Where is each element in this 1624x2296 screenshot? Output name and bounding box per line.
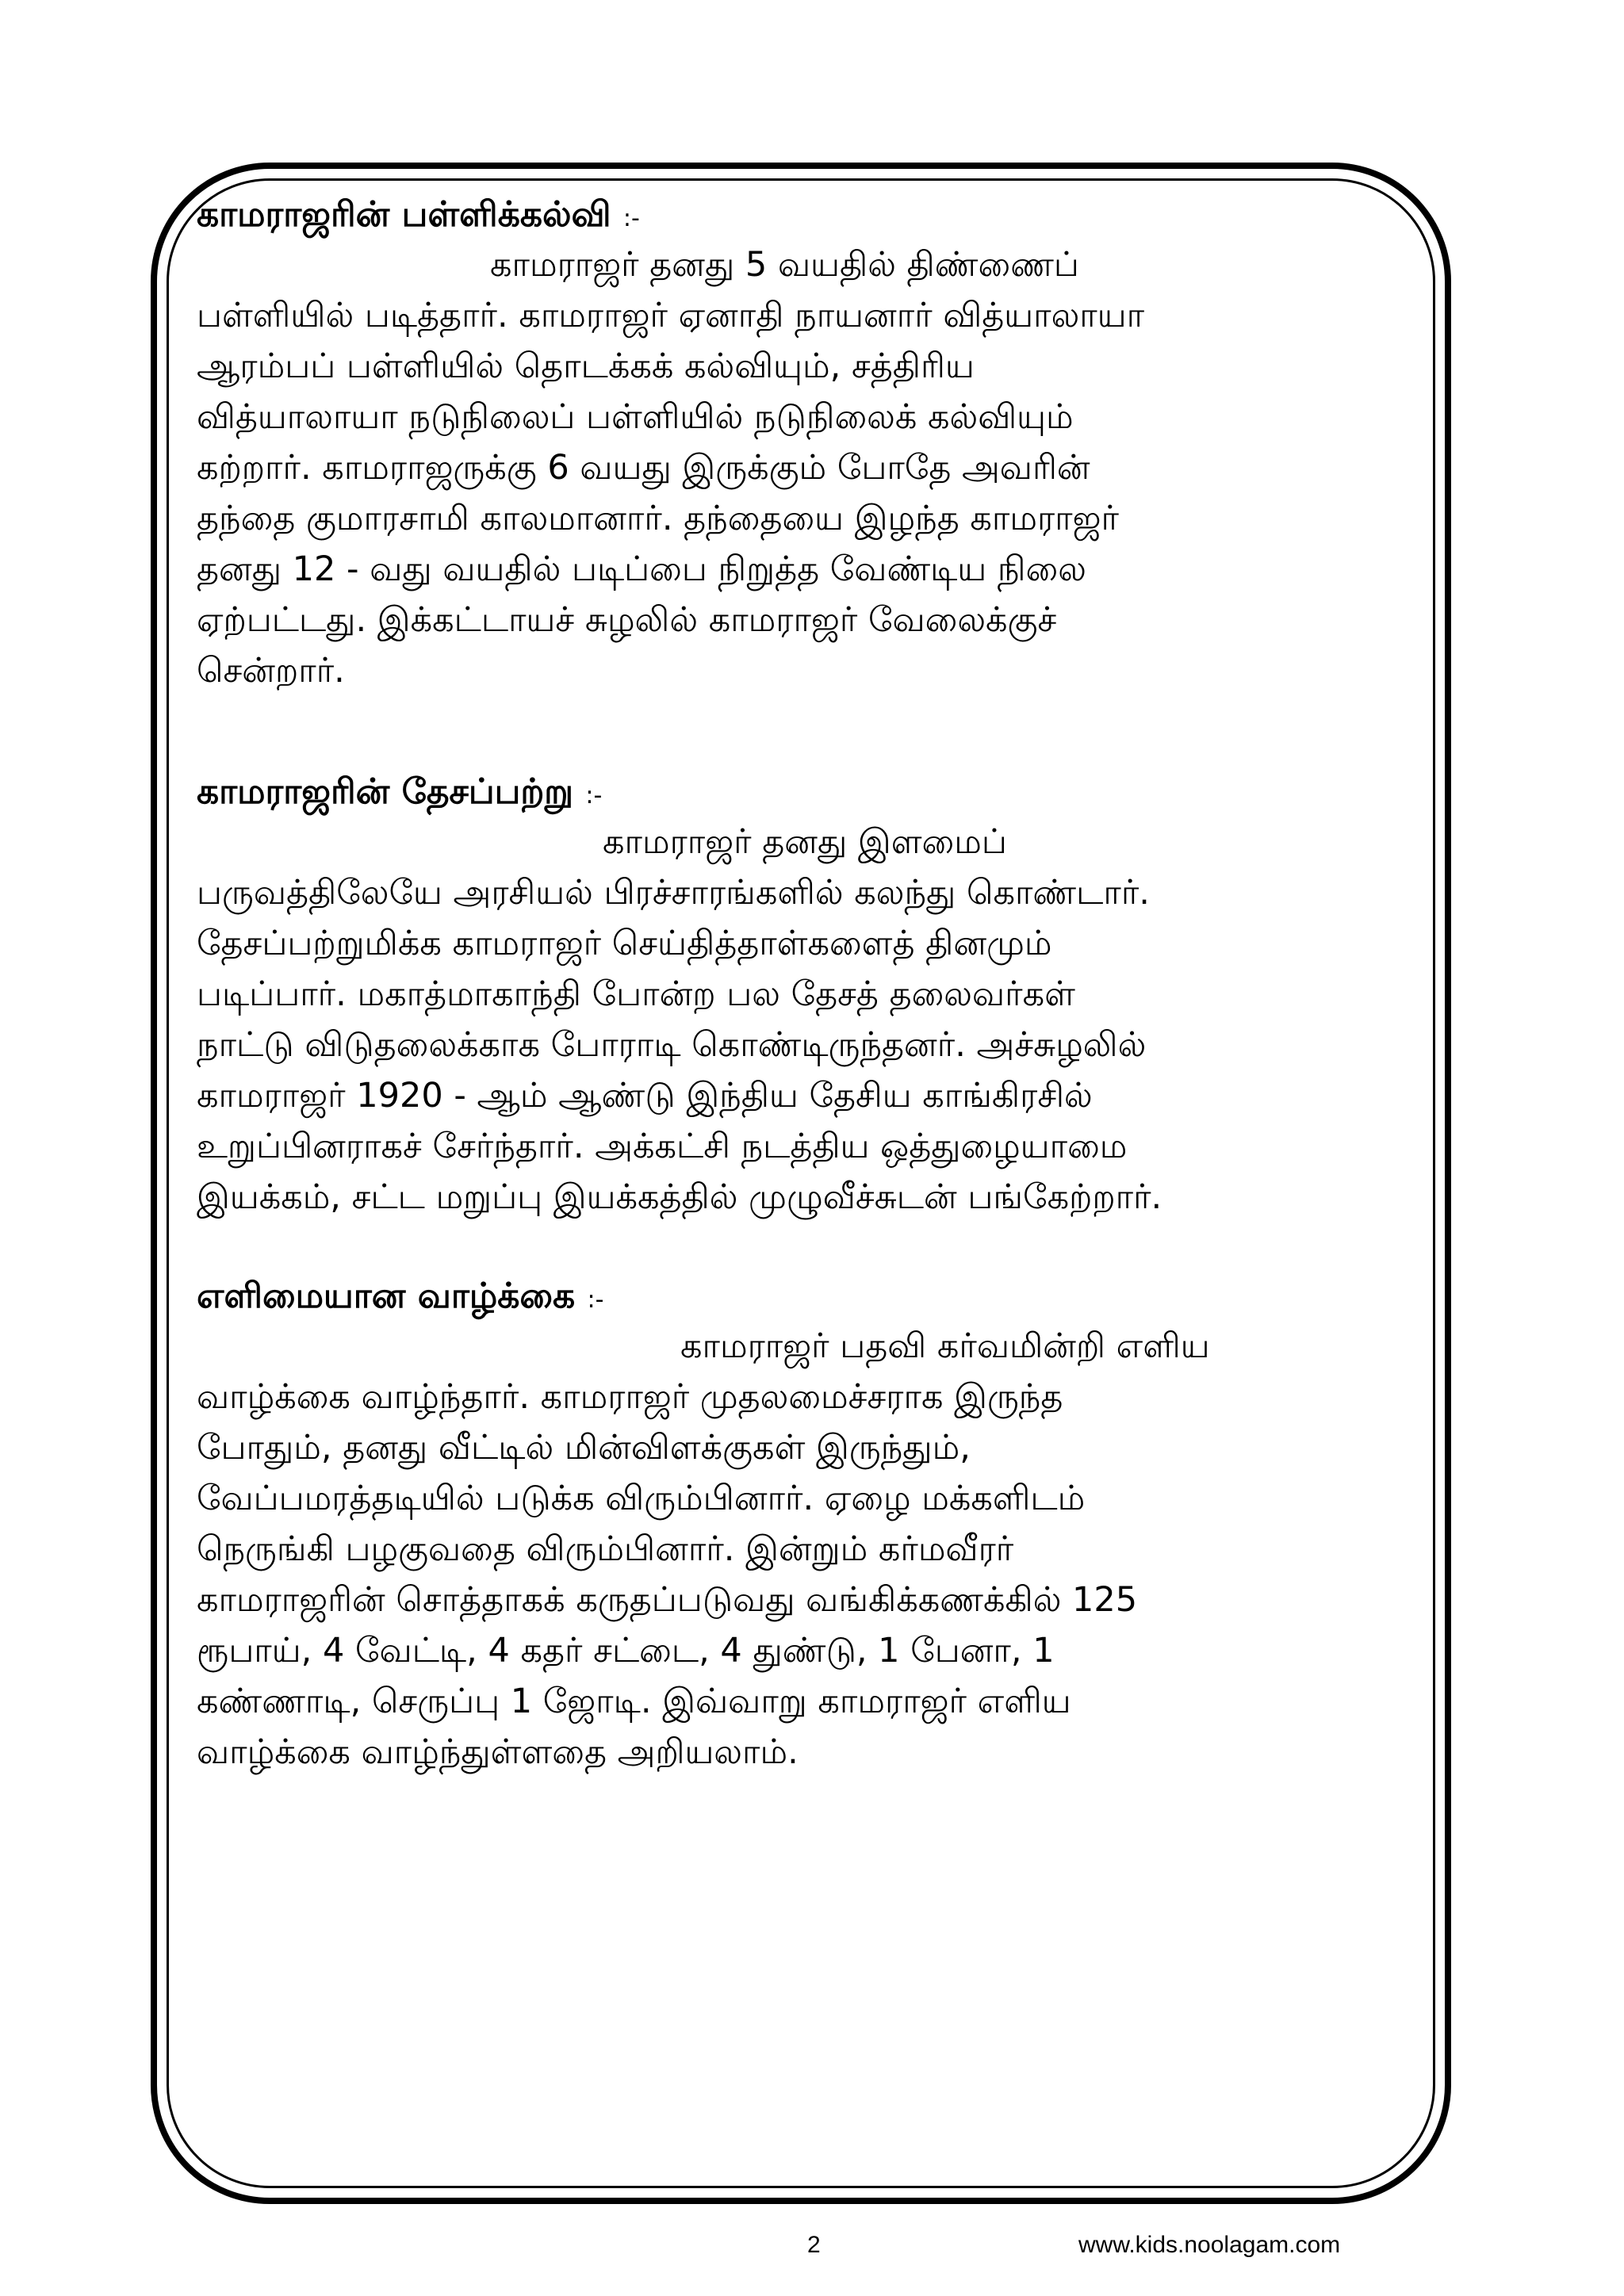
page-number: 2 — [807, 2232, 821, 2258]
section-school-education — [197, 190, 1434, 696]
paragraph-line: கண்ணாடி, செருப்பு 1 ஜோடி. இவ்வாறு காமராஜர் எளிய — [197, 1682, 1071, 1721]
paragraph-line: காமராஜரின் சொத்தாகக் கருதப்படுவது வங்கிக்கணக்கில் 125 — [197, 1580, 1138, 1620]
paragraph-line: தேசப்பற்றுமிக்க காமராஜர் செய்தித்தாள்களைத் தினமும் — [197, 924, 1052, 963]
section-heading: எளிமையான வாழ்க்கை :- — [197, 1276, 604, 1316]
paragraph-line: நெருங்கி பழகுவதை விரும்பினார். இன்றும் கர்மவீரர் — [197, 1529, 1014, 1569]
paragraph-line: உறுப்பினராகச் சேர்ந்தார். அக்கட்சி நடத்திய ஒத்துழையாமை — [197, 1127, 1128, 1166]
page-content — [197, 190, 1434, 1777]
paragraph-line: வித்யாலாயா நடுநிலைப் பள்ளியில் நடுநிலைக் கல்வியும் — [197, 397, 1074, 437]
section-heading: காமராஜரின் பள்ளிக்கல்வி :- — [197, 194, 640, 235]
paragraph-line: பள்ளியில் படித்தார். காமராஜர் ஏனாதி நாயனார் வித்யாலாயா — [197, 296, 1145, 335]
paragraph-line: படிப்பார். மகாத்மாகாந்தி போன்ற பல தேசத் தலைவர்கள் — [197, 974, 1075, 1014]
paragraph-line: சென்றார். — [197, 651, 345, 691]
section-heading: காமராஜரின் தேசப்பற்று :- — [197, 771, 603, 812]
paragraph-line: நாட்டு விடுதலைக்காக போராடி கொண்டிருந்தனர். அச்சுழலில் — [197, 1025, 1147, 1065]
paragraph-line: பருவத்திலேயே அரசியல் பிரச்சாரங்களில் கலந்து கொண்டார். — [197, 873, 1150, 913]
paragraph-line: போதும், தனது வீட்டில் மின்விளக்குகள் இருந்தும், — [197, 1428, 971, 1468]
paragraph-line: வேப்பமரத்தடியில் படுக்க விரும்பினார். ஏழை மக்களிடம் — [197, 1479, 1086, 1518]
paragraph-line: கற்றார். காமராஜருக்கு 6 வயது இருக்கும் போதே அவரின் — [197, 448, 1090, 488]
paragraph-line: இயக்கம், சட்ட மறுப்பு இயக்கத்தில் முழுவீச்சுடன் பங்கேற்றார். — [197, 1177, 1162, 1217]
section-simple-life — [197, 1272, 1434, 1777]
paragraph-line: வாழ்க்கை வாழ்ந்தார். காமராஜர் முதலமைச்சராக இருந்த — [197, 1377, 1063, 1417]
section-patriotism — [197, 767, 1434, 1223]
website-link[interactable]: www.kids.noolagam.com — [1078, 2232, 1341, 2258]
paragraph-line: காமராஜர் 1920 - ஆம் ஆண்டு இந்திய தேசிய காங்கிரசில் — [197, 1076, 1093, 1115]
paragraph-line: காமராஜர் பதவி கர்வமின்றி எளிய — [680, 1326, 1210, 1366]
paragraph-line: ஆரம்பப் பள்ளியில் தொடக்கக் கல்வியும், சத்திரிய — [197, 346, 975, 386]
paragraph-line: ரூபாய், 4 வேட்டி, 4 கதர் சட்டை, 4 துண்டு, 1 பேனா, 1 — [197, 1631, 1055, 1670]
paragraph-line: காமராஜர் தனது இளமைப் — [603, 822, 1007, 862]
paragraph-line: வாழ்க்கை வாழ்ந்துள்ளதை அறியலாம். — [197, 1732, 799, 1772]
paragraph-line: ஏற்பட்டது. இக்கட்டாயச் சுழலில் காமராஜர் வேலைக்குச் — [197, 600, 1057, 640]
page-footer — [0, 2232, 1624, 2271]
paragraph-line: காமராஜர் தனது 5 வயதில் திண்ணைப் — [490, 245, 1079, 285]
paragraph-line: தனது 12 - வது வயதில் படிப்பை நிறுத்த வேண்டிய நிலை — [197, 549, 1086, 589]
paragraph-line: தந்தை குமாரசாமி காலமானார். தந்தையை இழந்த காமராஜர் — [197, 499, 1119, 538]
